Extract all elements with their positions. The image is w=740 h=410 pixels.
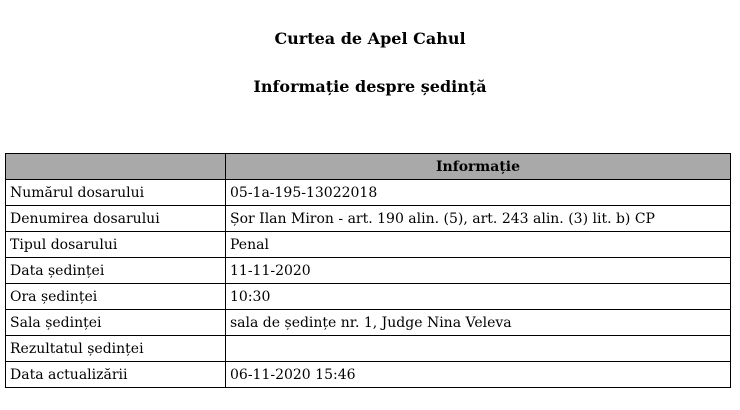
table-row [6, 284, 731, 310]
row-value-updated-date: 06-11-2020 15:46 [226, 362, 731, 388]
row-label-case-type: Tipul dosarului [6, 232, 226, 258]
row-value-case-number: 05-1a-195-13022018 [226, 180, 731, 206]
session-info-table [5, 153, 731, 388]
table-row [6, 232, 731, 258]
row-label-case-name: Denumirea dosarului [6, 206, 226, 232]
row-value-session-date: 11-11-2020 [226, 258, 731, 284]
table-row [6, 258, 731, 284]
row-value-session-room: sala de ședințe nr. 1, Judge Nina Veleva [226, 310, 731, 336]
row-label-session-date: Data ședinței [6, 258, 226, 284]
table-row [6, 206, 731, 232]
table-header-row [6, 154, 731, 180]
table-header-info: Informație [226, 154, 731, 180]
row-label-session-time: Ora ședinței [6, 284, 226, 310]
row-label-case-number: Numărul dosarului [6, 180, 226, 206]
table-row [6, 310, 731, 336]
row-value-session-result [226, 336, 731, 362]
table-header-empty [6, 154, 226, 180]
row-label-updated-date: Data actualizării [6, 362, 226, 388]
page-title: Informație despre ședință [253, 77, 487, 96]
table-row [6, 362, 731, 388]
table-row [6, 180, 731, 206]
row-value-case-name: Șor Ilan Miron - art. 190 alin. (5), art. 243 alin. (3) lit. b) CP [226, 206, 731, 232]
row-label-session-result: Rezultatul ședinței [6, 336, 226, 362]
court-name: Curtea de Apel Cahul [274, 29, 466, 48]
row-value-case-type: Penal [226, 232, 731, 258]
table-row [6, 336, 731, 362]
row-label-session-room: Sala ședinței [6, 310, 226, 336]
row-value-session-time: 10:30 [226, 284, 731, 310]
